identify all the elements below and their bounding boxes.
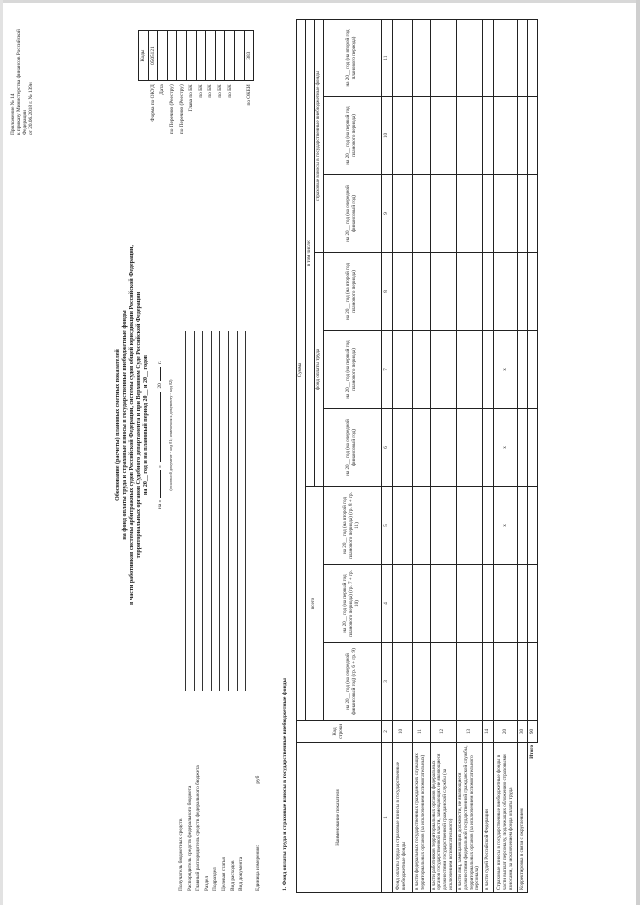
table-cell [392, 643, 412, 721]
requisite-label: Получатель бюджетных средств [178, 818, 184, 891]
codes-row [158, 31, 168, 181]
date-quote-open: « [157, 499, 163, 503]
requisite-row [204, 331, 213, 891]
table-cell [483, 175, 494, 253]
row-name: в части лиц, замещающих должности, не являющиеся должностями федеральной государственной гражданской службы, территориальных органов (за исключением вспомогательного персонала) [456, 743, 482, 893]
table-row [518, 19, 528, 892]
col-code-header: Код строки [297, 721, 382, 743]
codes-label: Форма по ОКУД [149, 84, 156, 122]
table-cell [430, 487, 456, 565]
table-cell [412, 565, 430, 643]
date-year-suffix: г. [157, 361, 163, 364]
appendix-line: к приказу Министерства финансов Российской Федерации [16, 29, 29, 135]
codes-header-spacer [139, 81, 149, 180]
requisites [178, 331, 247, 891]
insurance-header: страховые взносы в государственные внебюджетные фонды [314, 19, 323, 252]
title-line: на фонд оплаты труда и страховые взносы в государственные внебюджетные фонды [121, 310, 128, 540]
period-header: на 20__ год (на очередной финансовый год) (гр. 6 + гр. 9) [323, 643, 381, 721]
codes-label: по БК [197, 84, 204, 98]
table-row [528, 19, 538, 892]
table-cell [518, 19, 528, 96]
codes-value [158, 31, 168, 81]
period-header: на 20__ год (на второй год планового периода) (гр. 8 + гр. 11) [323, 487, 381, 565]
table-cell [412, 643, 430, 721]
codes-label [234, 81, 244, 180]
table-cell [528, 643, 538, 721]
column-number-row [381, 19, 392, 892]
row-name: Страховые взносы в государственные внебюджетные фонды в части выплат персоналу, подлежащих обложению страховыми взносами, за исключением фонда оплаты труда [494, 743, 518, 893]
requisite-label: Распорядитель средств федерального бюджета [186, 785, 193, 891]
column-number: 1 [381, 743, 392, 893]
date-quote-close: » [157, 465, 163, 468]
codes-row [225, 31, 235, 181]
table-cell [430, 409, 456, 487]
table-cell [518, 565, 528, 643]
section-title: 1. Фонд оплаты труда и страховые взносы в государственные внебюджетные фонды [282, 678, 288, 891]
codes-row [177, 31, 187, 181]
table-row [412, 19, 430, 892]
date-month-blank [160, 392, 161, 462]
requisite-label: Раздел [203, 876, 210, 891]
table-cell [518, 331, 528, 409]
table-cell [518, 253, 528, 331]
table-cell [456, 487, 482, 565]
table-cell [494, 565, 518, 643]
table-cell [528, 409, 538, 487]
table-cell [392, 487, 412, 565]
table-cell [430, 175, 456, 253]
column-number: 8 [381, 253, 392, 331]
table-cell [412, 409, 430, 487]
row-code: 12 [430, 721, 456, 743]
row-name: в части федеральных государственных гражданских служащих территориальных органов (за исключением вспомогательных) [412, 743, 430, 893]
table-cell [412, 331, 430, 409]
period-header: на 20__ год (на первый год планового периода) [323, 97, 381, 175]
requisite-label: Главный распорядитель средств федерального бюджета [195, 765, 202, 891]
table-row [456, 19, 482, 892]
table-cell [483, 253, 494, 331]
requisite-row [187, 331, 196, 891]
unit-label: Единица измерения: [255, 844, 261, 891]
date-year-blank [160, 367, 161, 381]
table-cell [518, 487, 528, 565]
document-kind-caption: (основной документ - код 01; изменения к документу - код 02) [168, 379, 173, 491]
table-body [392, 19, 538, 892]
codes-header-row [139, 31, 149, 181]
requisite-label: Целевая статья [220, 857, 227, 891]
codes-label: по БК [207, 84, 214, 98]
row-code: 14 [483, 721, 494, 743]
header-row [297, 19, 306, 892]
codes-row [206, 31, 216, 181]
table-cell [430, 253, 456, 331]
codes-header: Коды [139, 31, 149, 81]
date-day-blank [160, 470, 161, 498]
column-number: 9 [381, 175, 392, 253]
table-cell [456, 409, 482, 487]
table-cell [456, 253, 482, 331]
table-cell [456, 97, 482, 175]
table-cell: x [494, 487, 518, 565]
table-cell [412, 97, 430, 175]
table-cell [412, 19, 430, 96]
codes-value [225, 31, 235, 81]
table-cell [392, 97, 412, 175]
document-date [157, 295, 163, 575]
table-cell [412, 487, 430, 565]
codes-row [196, 31, 206, 181]
requisite-label: Подраздел [212, 867, 219, 891]
codes-value [215, 31, 225, 81]
title-line: в части работников системы арбитражных судов Российской Федерации, системы судов общей юрисдикции Российской Федерации, [128, 245, 135, 605]
title-line: территориальных органов Судебного департамента и при Верховном Суде Российской Федерации [135, 291, 142, 559]
requisite-label: Вид расходов [229, 860, 236, 891]
table-cell [518, 409, 528, 487]
period-header: на 20__ год (на второй год планового периода) [323, 253, 381, 331]
codes-box [138, 30, 254, 180]
table-cell [494, 643, 518, 721]
table-cell [412, 175, 430, 253]
table-cell [518, 175, 528, 253]
codes-row [215, 31, 225, 181]
table-cell [483, 97, 494, 175]
date-year-prefix: 20 [157, 383, 163, 389]
codes-row [167, 31, 177, 181]
unit-value: руб [255, 775, 261, 784]
requisite-line [245, 331, 246, 691]
table-cell [392, 253, 412, 331]
table-cell [518, 643, 528, 721]
requisite-row [195, 331, 204, 891]
title-line: на 20__ год и на плановый период 20__ и 20__ годов [142, 354, 149, 496]
table-cell [456, 331, 482, 409]
period-header: на 20__ год (на очередной финансовый год) [323, 175, 381, 253]
row-code: 90 [528, 721, 538, 743]
title-line: Обоснование (расчеты) плановых сметных показателей [115, 349, 121, 501]
table-cell [494, 253, 518, 331]
table-cell [518, 97, 528, 175]
row-name: в части работников территориальных органов федеральных органов государственной власти, замещающих не являющиеся должностями государственной гражданской службы (за исключением вспомогательного) [430, 743, 456, 893]
table-cell [430, 331, 456, 409]
row-name: Корректировка в связи с округлением [518, 743, 528, 893]
codes-row [234, 31, 244, 181]
codes-value [234, 31, 244, 81]
requisite-row [221, 331, 230, 891]
table-cell [456, 643, 482, 721]
table-cell [483, 19, 494, 96]
period-header: на 20__ год (на первый год планового периода) (гр. 7 + гр. 10) [323, 565, 381, 643]
appendix-line: от 20.06.2018 г. № 139н [28, 82, 35, 135]
table-cell [430, 19, 456, 96]
table-row [494, 19, 518, 892]
column-number: 4 [381, 565, 392, 643]
row-code: 11 [412, 721, 430, 743]
codes-row [244, 31, 254, 181]
table-cell [528, 487, 538, 565]
table-cell [528, 565, 538, 643]
codes-value [167, 31, 177, 81]
total-label: Итого [529, 745, 536, 759]
codes-table [138, 30, 254, 180]
codes-value [186, 31, 196, 81]
requisite-row [212, 331, 221, 891]
column-number: 3 [381, 643, 392, 721]
table-cell [483, 409, 494, 487]
row-code: 10 [392, 721, 412, 743]
appendix-note [10, 10, 34, 135]
table-cell [528, 331, 538, 409]
table-cell [494, 97, 518, 175]
table-cell [528, 253, 538, 331]
codes-label: Дата [159, 84, 166, 95]
codes-label: по Перечню (Реестру) [178, 84, 185, 135]
table-cell [430, 97, 456, 175]
total-header: всего [305, 487, 323, 721]
fot-header: фонд оплаты труда [314, 253, 323, 487]
row-name: в части судей Российской Федерации [483, 743, 494, 893]
table-cell [528, 175, 538, 253]
codes-value [196, 31, 206, 81]
codes-label: Глава по БК [188, 84, 195, 112]
table-row [392, 19, 412, 892]
table-row [483, 19, 494, 892]
table-cell [494, 175, 518, 253]
table-cell [483, 643, 494, 721]
sums-header: Сумма [297, 19, 306, 720]
table-cell [392, 565, 412, 643]
period-header: на 20__ год (на очередной финансовый год) [323, 409, 381, 487]
period-header: на 20__ год (на первый год планового периода) [323, 331, 381, 409]
codes-value [177, 31, 187, 81]
in-that-header: в том числе: [305, 19, 314, 486]
table-cell: x [494, 331, 518, 409]
column-number: 2 [381, 721, 392, 743]
codes-row [148, 31, 158, 181]
codes-label: по БК [226, 84, 233, 98]
period-header: на 20__ год (на второй год планового периода) [323, 19, 381, 96]
row-code: 30 [518, 721, 528, 743]
column-number: 10 [381, 97, 392, 175]
codes-label: по ОКЕИ [245, 84, 252, 106]
table-cell [456, 175, 482, 253]
table-row [430, 19, 456, 892]
table-cell [392, 409, 412, 487]
table-cell [494, 19, 518, 96]
table-cell [456, 565, 482, 643]
table-cell [528, 97, 538, 175]
requisite-row [178, 331, 187, 891]
appendix-line: Приложение № 14 [10, 93, 16, 135]
row-code: 13 [456, 721, 482, 743]
codes-row [186, 31, 196, 181]
codes-value: 0505121 [148, 31, 158, 81]
column-number: 5 [381, 487, 392, 565]
table-cell [456, 19, 482, 96]
table-cell [528, 19, 538, 96]
table-cell [392, 175, 412, 253]
table-cell [430, 565, 456, 643]
requisite-row [238, 331, 247, 891]
codes-value [206, 31, 216, 81]
codes-label: по Перечню (Реестру) [169, 84, 176, 135]
requisite-label: Вид документа [238, 856, 245, 891]
row-name: Фонд оплаты труда и страховые взносы в государственные внебюджетные фонды [392, 743, 412, 893]
table-cell [392, 331, 412, 409]
main-table [296, 19, 538, 893]
table-cell [483, 487, 494, 565]
codes-value: 383 [244, 31, 254, 81]
date-on: на [157, 503, 163, 510]
codes-label: по БК [217, 84, 223, 98]
table-cell [483, 331, 494, 409]
column-number: 11 [381, 19, 392, 96]
table-cell [392, 19, 412, 96]
table-cell: x [494, 409, 518, 487]
table-cell [483, 565, 494, 643]
column-number: 6 [381, 409, 392, 487]
unit-of-measure [255, 776, 261, 891]
row-code: 20 [494, 721, 518, 743]
requisite-row [230, 331, 239, 891]
col-name-header: Наименование показателя [297, 743, 382, 893]
table-cell [412, 253, 430, 331]
table-cell [430, 643, 456, 721]
column-number: 7 [381, 331, 392, 409]
